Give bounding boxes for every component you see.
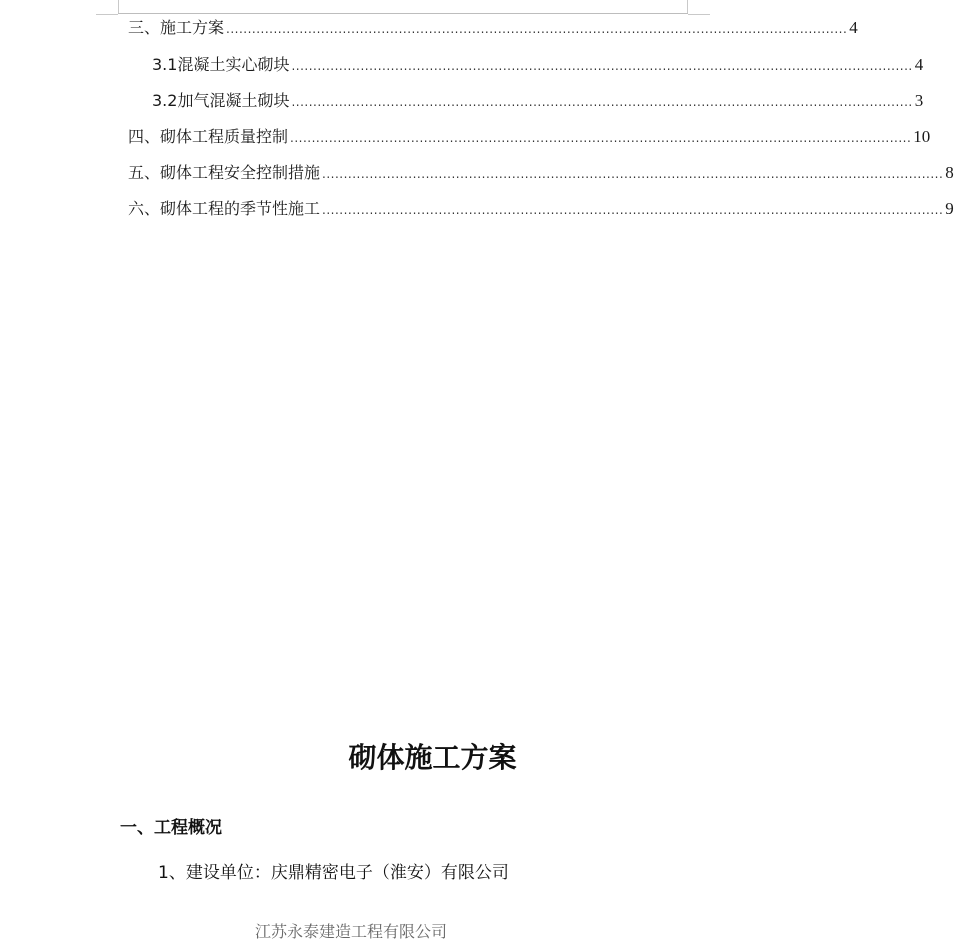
body-paragraph-partial: 江苏永泰建造工程有限公司 [255,922,448,941]
toc-leader-dots: ................................................................................................................................................ [322,167,944,181]
toc-entry-text: 六、砌体工程的季节性施工 [128,199,321,218]
margin-guide-right [687,0,688,14]
document-title: 砌体施工方案 [348,741,517,774]
section-heading: 一、工程概况 [120,818,222,838]
toc-entry[interactable] [128,163,954,184]
margin-guide-top-right [688,14,710,15]
toc-page-number: 9 [945,199,954,218]
toc-leader-dots: ................................................................................................................................................ [291,59,913,73]
toc-leader-dots: ................................................................................................................................................ [226,22,848,36]
toc-page-number: 3 [914,91,924,110]
toc-entry[interactable] [128,199,954,220]
toc-leader-dots: ................................................................................................................................................ [322,203,944,217]
margin-guide-left [118,0,119,14]
toc-page-number: 8 [945,163,954,182]
toc-entry-text: 3.2加气混凝土砌块 [152,91,290,110]
toc-entry-text: 3.1混凝土实心砌块 [152,55,290,74]
toc-page-number: 4 [849,18,858,37]
toc-leader-dots: ................................................................................................................................................ [290,131,912,145]
header-rule [118,13,688,14]
body-paragraph: 1、建设单位：庆鼎精密电子（淮安）有限公司 [158,863,509,883]
toc-entry[interactable] [128,18,858,39]
toc-entry-text: 三、施工方案 [128,18,225,37]
toc-entry[interactable] [152,91,924,112]
toc-entry[interactable] [152,55,924,76]
toc-entry-text: 四、砌体工程质量控制 [128,127,289,146]
toc-entry[interactable] [128,127,931,148]
toc-page-number: 4 [914,55,924,74]
toc-leader-dots: ................................................................................................................................................ [291,95,913,109]
margin-guide-top-left [96,14,118,15]
toc-page-number: 10 [913,127,931,146]
toc-entry-text: 五、砌体工程安全控制措施 [128,163,321,182]
